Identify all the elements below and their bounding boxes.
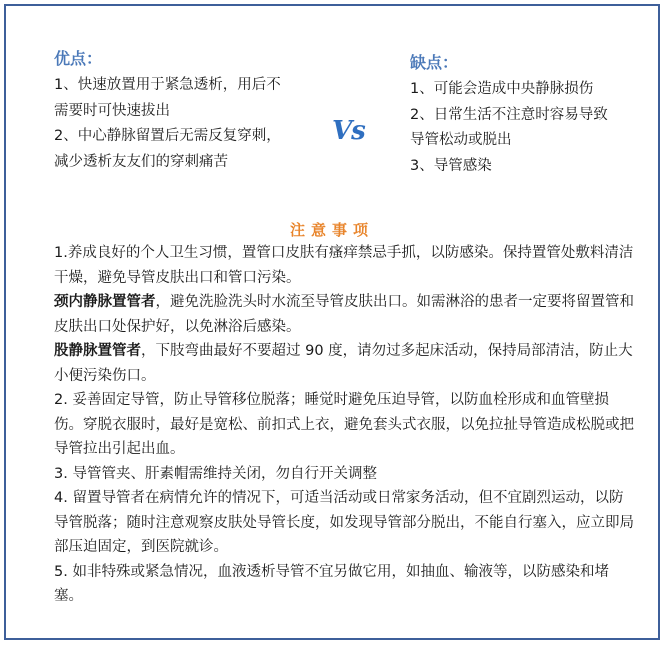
cons-heading: 缺点：	[410, 53, 459, 72]
pros-item: 2、中心静脉留置后无需反复穿刺，减少透析友友们的穿刺痛苦	[54, 128, 281, 170]
pros-item: 1、快速放置用于紧急透析，用后不需要时可快速拔出	[54, 77, 281, 119]
cons-item: 1、可能会造成中央静脉损伤	[410, 81, 594, 97]
notice-item-text: 5. 如非特殊或紧急情况，血液透析导管不宜另做它用，如抽血、输液等，以防感染和堵塞。	[54, 563, 609, 604]
pros-column	[54, 48, 294, 175]
notice-item-bold: 股静脉置管者	[54, 343, 141, 359]
notice-item-bold: 颈内静脉置管者	[54, 294, 156, 310]
cons-item: 3、导管感染	[410, 157, 492, 174]
vs-label: Vs	[332, 116, 365, 146]
page-frame	[4, 4, 660, 640]
notice-item-text: 1.养成良好的个人卫生习惯，置管口皮肤有瘙痒禁忌手抓，以防感染。保持置管处敷料清洁干燥，避免导管皮肤出口和管口污染。	[54, 245, 634, 286]
cons-item: 2、日常生活不注意时容易导致导管松动或脱出	[410, 106, 608, 148]
notice-item-text: 3. 导管管夹、肝素帽需维持关闭，勿自行开关调整	[54, 465, 377, 482]
notice-item	[54, 486, 634, 560]
notice-item	[54, 388, 634, 462]
comparison-section	[6, 6, 658, 211]
notice-list	[54, 241, 634, 609]
notice-item	[54, 290, 634, 339]
notice-item-text: 2. 妥善固定导管，防止导管移位脱落；睡觉时避免压迫导管，以防血栓形成和血管壁损伤。穿脱衣服时，最好是宽松、前扣式上衣，避免套头式衣服，以免拉扯导管造成松脱或把导管拉出引起出血。	[54, 392, 634, 457]
notice-item-text: 4. 留置导管者在病情允许的情况下，可适当活动或日常家务活动，但不宜剧烈运动，以防导管脱落；随时注意观察皮肤处导管长度，如发现导管部分脱出，不能自行塞入，应立即局部压迫固定，到医院就诊。	[54, 490, 634, 555]
notice-item-text: ，下肢弯曲最好不要超过 90 度，请勿过多起床活动，保持局部清洁，防止大小便污染伤口。	[54, 343, 633, 384]
notice-item	[54, 339, 634, 388]
notice-item-text: ，避免洗脸洗头时水流至导管皮肤出口。如需淋浴的患者一定要将留置管和皮肤出口处保护好，以免淋浴后感染。	[54, 294, 634, 335]
notice-item	[54, 560, 634, 609]
notice-item	[54, 462, 634, 487]
notice-title: 注意事项	[289, 221, 374, 239]
pros-heading: 优点：	[54, 49, 103, 68]
cons-column	[410, 52, 620, 179]
notice-item	[54, 241, 634, 290]
